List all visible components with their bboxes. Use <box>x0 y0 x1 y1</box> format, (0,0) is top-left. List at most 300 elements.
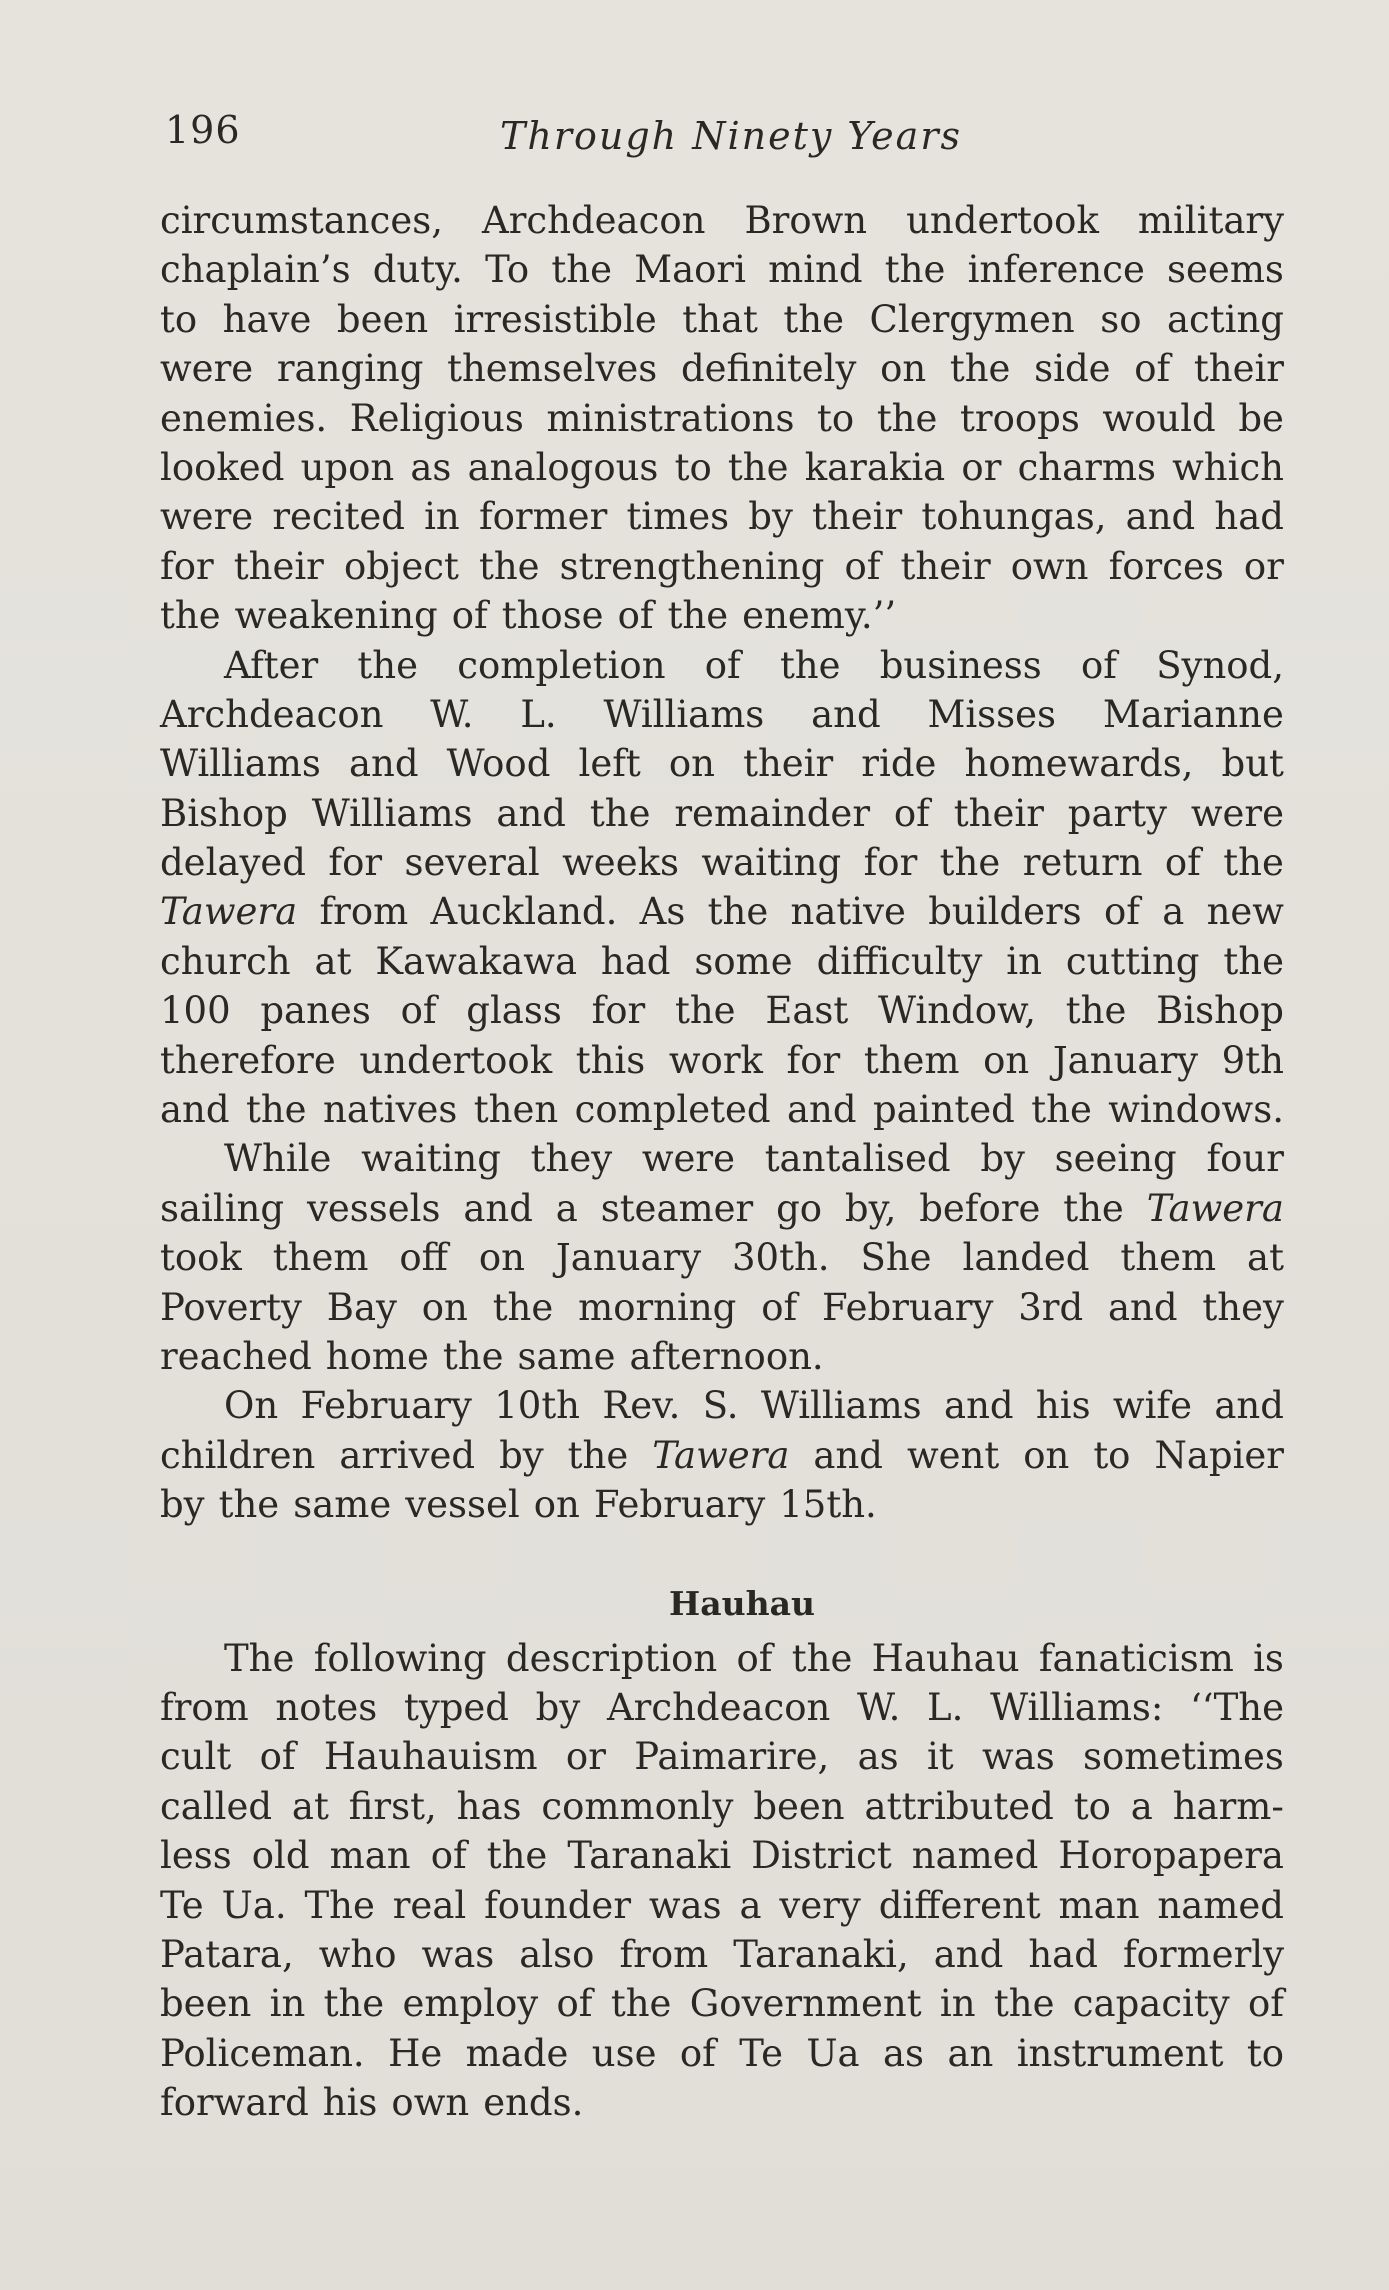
section-spacer <box>160 1530 1284 1574</box>
word: to <box>160 297 198 341</box>
word: of <box>761 1285 798 1329</box>
word: Religious <box>349 396 524 440</box>
word: employ <box>402 1982 539 2026</box>
word: for <box>863 841 918 885</box>
word: the <box>1223 939 1284 983</box>
running-title: Through Ninety Years <box>500 114 962 158</box>
word: their <box>900 544 991 588</box>
word: Williams <box>311 791 473 835</box>
word: formerly <box>1122 1932 1284 1976</box>
text-line <box>160 1683 1284 1732</box>
word: 3rd <box>1018 1285 1084 1329</box>
word: the <box>160 594 221 638</box>
word: looked <box>160 445 285 489</box>
word: native <box>790 890 906 934</box>
word: To <box>485 248 530 292</box>
word: W. <box>857 1685 901 1729</box>
word: reached <box>160 1334 312 1378</box>
word: home <box>325 1334 429 1378</box>
word: irresistible <box>453 297 657 341</box>
word: of <box>1081 643 1117 687</box>
word: Marianne <box>1102 692 1284 736</box>
word: L. <box>520 692 557 736</box>
text-line <box>160 1732 1284 1781</box>
word: have <box>222 297 312 341</box>
word: which <box>1172 445 1284 489</box>
word: at <box>314 939 352 983</box>
word: 15th. <box>779 1483 877 1527</box>
word: windows. <box>1108 1088 1284 1132</box>
text-line <box>160 1283 1284 1332</box>
word: his <box>1035 1384 1091 1428</box>
word: Window, <box>878 989 1037 1033</box>
word: the <box>492 1285 554 1329</box>
text-line <box>160 2029 1284 2078</box>
word: seems <box>1167 248 1284 292</box>
word: Policeman. <box>160 2031 365 2075</box>
word: glass <box>466 989 562 1033</box>
word: off <box>399 1236 448 1280</box>
word: Archdeacon <box>160 692 384 736</box>
word: first, <box>348 1784 437 1828</box>
word: for <box>591 989 646 1033</box>
word: the <box>1063 1186 1124 1230</box>
word: Williams <box>760 1384 922 1428</box>
word: steamer <box>600 1186 754 1230</box>
paragraph-hauhau <box>160 1634 1284 2128</box>
word: recited <box>272 495 405 539</box>
word: Government <box>689 1982 922 2026</box>
word: from <box>160 1685 249 1729</box>
word: real <box>392 1883 467 1927</box>
word: return <box>1022 841 1143 885</box>
word: had <box>1214 495 1284 539</box>
word: of <box>1247 1982 1284 2026</box>
word: of <box>1134 347 1171 391</box>
word: circumstances, <box>160 199 443 242</box>
word: side <box>1034 347 1111 391</box>
word: Te <box>739 2031 783 2075</box>
word: Wood <box>446 742 551 786</box>
word: their <box>812 495 903 539</box>
word: inference <box>967 248 1145 292</box>
word: on <box>421 1285 468 1329</box>
word: Synod, <box>1156 643 1284 687</box>
word: harm- <box>1172 1784 1284 1828</box>
word: been <box>160 1982 252 2026</box>
word: in <box>939 1982 976 2026</box>
word: who <box>318 1932 397 1976</box>
word: to <box>674 445 712 489</box>
word: were <box>641 1137 735 1181</box>
word: was <box>421 1932 495 1976</box>
word: 9th <box>1221 1038 1284 1082</box>
word: business <box>879 643 1042 687</box>
word: vessel <box>405 1483 520 1527</box>
word: vessels <box>306 1186 441 1230</box>
word: Williams <box>160 742 321 786</box>
text-line <box>160 1381 1284 1430</box>
word: Paimarire, <box>634 1735 830 1779</box>
word: L. <box>927 1685 964 1729</box>
word: were <box>160 347 254 391</box>
word: natives <box>323 1088 458 1132</box>
word: was <box>648 1883 722 1927</box>
word: their <box>743 742 834 786</box>
word: own <box>1010 544 1089 588</box>
word: the <box>876 396 938 440</box>
text-line <box>160 1782 1284 1831</box>
word: they <box>1202 1285 1284 1329</box>
word: Rev. <box>602 1384 681 1428</box>
word: to <box>817 396 855 440</box>
word: As <box>639 890 686 934</box>
text-line <box>160 1233 1284 1282</box>
word: following <box>313 1636 487 1680</box>
word: on <box>668 742 715 786</box>
word: man <box>329 1834 411 1878</box>
word: or <box>565 1735 606 1779</box>
word: and <box>496 791 566 835</box>
word: sailing <box>160 1186 285 1230</box>
word: left <box>578 742 641 786</box>
word: the <box>707 890 769 934</box>
word: or <box>1243 544 1284 588</box>
word: ends. <box>483 2081 584 2125</box>
word: of <box>400 989 437 1033</box>
word: remainder <box>674 791 871 835</box>
word: were <box>160 495 254 539</box>
word: a <box>739 1883 762 1927</box>
word: the <box>1065 989 1127 1033</box>
word: East <box>765 989 849 1033</box>
word: in <box>424 495 460 539</box>
word: morning <box>578 1285 737 1329</box>
word: party <box>1067 791 1167 835</box>
word: a <box>555 1186 578 1230</box>
word: Clergymen <box>869 297 1075 341</box>
word: is <box>1253 1636 1284 1680</box>
word: very <box>779 1883 861 1927</box>
word: the <box>589 791 651 835</box>
word: object <box>343 544 459 588</box>
word: Taranaki <box>567 1834 732 1878</box>
word: difficulty <box>816 939 983 983</box>
paragraph-waiting <box>160 1134 1284 1381</box>
word: and <box>811 692 881 736</box>
word: Horopapera <box>1058 1834 1284 1878</box>
word: from <box>319 890 409 934</box>
word: those <box>501 594 604 638</box>
word: Archdeacon <box>606 1685 831 1729</box>
word: of <box>451 594 488 638</box>
word: as <box>410 445 452 489</box>
text-line <box>160 986 1284 1035</box>
word: the <box>674 989 736 1033</box>
ship-name-tawera: Tawera <box>160 890 298 934</box>
word: the <box>727 445 789 489</box>
word: Bay <box>326 1285 397 1329</box>
word: capacity <box>1072 1982 1230 2026</box>
word: the <box>323 1982 385 2026</box>
word: a <box>1130 1784 1153 1828</box>
word: Taranaki, <box>733 1932 909 1976</box>
word: February <box>593 1483 766 1527</box>
word: commonly <box>541 1784 734 1828</box>
word: January <box>1052 1038 1199 1082</box>
word: would <box>1102 396 1216 440</box>
word: of <box>736 1636 773 1680</box>
word: and <box>1214 1384 1284 1428</box>
word: of <box>844 544 881 588</box>
word: church <box>160 939 291 983</box>
word: notes <box>275 1685 378 1729</box>
ship-name-tawera: Tawera <box>652 1433 790 1477</box>
word: and <box>1107 1285 1178 1329</box>
word: same <box>293 1483 392 1527</box>
word: had <box>600 939 671 983</box>
word: military <box>1137 199 1284 242</box>
word: undertook <box>359 1038 553 1082</box>
word: that <box>682 297 758 341</box>
word: completed <box>574 1088 771 1132</box>
word: District <box>751 1834 892 1878</box>
text-line <box>160 1634 1284 1683</box>
word: the <box>567 1433 629 1477</box>
word: for <box>160 544 214 588</box>
word: February <box>300 1384 472 1428</box>
word: analogous <box>467 445 659 489</box>
text-line <box>160 1881 1284 1930</box>
word: landed <box>962 1236 1090 1280</box>
word: a <box>1162 890 1185 934</box>
word: the <box>1031 1088 1092 1132</box>
word: Maori <box>634 248 746 292</box>
word: them <box>863 1038 960 1082</box>
word: was <box>981 1735 1055 1779</box>
word: in <box>269 1982 306 2026</box>
word: cult <box>160 1735 232 1779</box>
word: Williams <box>603 692 765 736</box>
word: the <box>939 841 1001 885</box>
word: strengthening <box>559 544 825 588</box>
word: work <box>668 1038 763 1082</box>
word: the <box>791 1636 853 1680</box>
word: them <box>272 1236 369 1280</box>
text-line <box>160 1134 1284 1183</box>
text-line <box>160 739 1284 788</box>
word: of <box>430 1834 467 1878</box>
word: the <box>478 544 540 588</box>
word: the <box>218 1483 280 1527</box>
word: the <box>1223 841 1284 885</box>
word: chaplain’s <box>160 248 351 292</box>
text-line <box>160 295 1284 344</box>
word: for <box>786 1038 841 1082</box>
word: be <box>1238 396 1284 440</box>
word: at <box>291 1784 329 1828</box>
word: charms <box>1017 445 1156 489</box>
word: afternoon. <box>629 1334 824 1378</box>
word: tohungas, <box>921 495 1107 539</box>
word: the <box>783 297 845 341</box>
word: duty. <box>372 248 463 292</box>
text-line <box>160 838 1284 887</box>
word: the <box>442 1334 504 1378</box>
word: of <box>893 791 930 835</box>
word: their <box>1193 347 1284 391</box>
word: an <box>947 2031 994 2075</box>
word: but <box>1221 742 1284 786</box>
word: seeing <box>1054 1137 1177 1181</box>
word: went <box>906 1433 1000 1477</box>
word: by <box>535 1685 581 1729</box>
word: troops <box>960 396 1080 440</box>
word: of <box>556 1982 593 2026</box>
word: their <box>953 791 1044 835</box>
word: Bishop <box>160 791 288 835</box>
word: their <box>233 544 324 588</box>
text-line <box>160 937 1284 986</box>
word: and <box>933 1932 1004 1976</box>
word: builders <box>928 890 1082 934</box>
word: arrived <box>339 1433 476 1477</box>
word: ministrations <box>546 396 795 440</box>
word: definitely <box>680 347 857 391</box>
body-text <box>160 196 1284 2127</box>
word: the <box>884 248 946 292</box>
word: has <box>456 1784 522 1828</box>
word: undertook <box>906 199 1099 242</box>
word: of <box>1103 890 1140 934</box>
word: his <box>322 2081 378 2125</box>
word: by <box>499 1433 544 1477</box>
page-header <box>165 108 1285 168</box>
word: founder <box>484 1883 632 1927</box>
word: forward <box>160 2081 309 2125</box>
word: to <box>1093 1433 1131 1477</box>
word: karakia <box>804 445 946 489</box>
word: to <box>1246 2031 1284 2075</box>
word: of <box>617 594 654 638</box>
text-line <box>160 641 1284 690</box>
word: four <box>1206 1137 1284 1181</box>
word: homewards, <box>964 742 1194 786</box>
text-line <box>160 1036 1284 1085</box>
word: ‘‘The <box>1190 1685 1284 1729</box>
word: Poverty <box>160 1285 302 1329</box>
word: and <box>813 1433 883 1477</box>
word: Kawakawa <box>375 939 578 983</box>
word: by <box>748 495 793 539</box>
word: for <box>328 841 383 885</box>
word: Te <box>160 1883 204 1927</box>
word: 100 <box>160 989 231 1033</box>
word: weeks <box>562 841 679 885</box>
word: Patara, <box>160 1932 294 1976</box>
text-line <box>160 492 1284 541</box>
word: waiting <box>701 841 842 885</box>
word: times <box>626 495 730 539</box>
word: as <box>857 1735 899 1779</box>
text-line <box>160 443 1284 492</box>
word: the <box>357 643 419 687</box>
word: On <box>224 1384 279 1428</box>
word: and <box>787 1088 857 1132</box>
word: the <box>949 347 1011 391</box>
word: Ua. <box>221 1883 287 1927</box>
word: this <box>575 1038 646 1082</box>
text-line <box>160 344 1284 393</box>
word: old <box>251 1834 310 1878</box>
word: January <box>555 1236 702 1280</box>
word: the <box>993 1982 1055 2026</box>
text-line <box>160 196 1284 245</box>
word: cutting <box>1065 939 1200 983</box>
text-line <box>160 1332 1284 1381</box>
word: painted <box>872 1088 1015 1132</box>
word: same <box>517 1334 616 1378</box>
word: been <box>336 297 429 341</box>
word: While <box>224 1137 332 1181</box>
word: before <box>919 1186 1041 1230</box>
word: made <box>465 2031 569 2075</box>
word: the <box>486 1834 548 1878</box>
word: they <box>530 1137 613 1181</box>
word: therefore <box>160 1038 336 1082</box>
word: Hauhau <box>871 1636 1020 1680</box>
word: of <box>259 1735 296 1779</box>
word: She <box>860 1236 932 1280</box>
word: and <box>944 1384 1014 1428</box>
word: The <box>304 1883 375 1927</box>
word: and <box>1125 495 1196 539</box>
word: Brown <box>744 199 868 242</box>
word: own <box>391 2081 470 2125</box>
word: W. <box>430 692 474 736</box>
text-line <box>160 789 1284 838</box>
text-line <box>160 542 1284 591</box>
word: the <box>610 1982 672 2026</box>
word: February <box>822 1285 994 1329</box>
word: Bishop <box>1156 989 1284 1033</box>
word: then <box>473 1088 559 1132</box>
word: forces <box>1108 544 1224 588</box>
word: on <box>533 1483 580 1527</box>
word: description <box>505 1636 718 1680</box>
text-line <box>160 1085 1284 1134</box>
word: completion <box>457 643 666 687</box>
word: it <box>926 1735 954 1779</box>
word: Auckland. <box>430 890 618 934</box>
word: to <box>1073 1784 1111 1828</box>
word: children <box>160 1433 316 1477</box>
word: tantalised <box>764 1137 951 1181</box>
word: Ua <box>806 2031 860 2075</box>
paragraph-synod <box>160 641 1284 1135</box>
word: took <box>160 1236 242 1280</box>
text-line <box>160 1184 1284 1233</box>
word: named <box>911 1834 1039 1878</box>
word: enemies. <box>160 396 328 440</box>
word: on <box>1023 1433 1070 1477</box>
word: the <box>667 594 729 638</box>
word: less <box>160 1834 232 1878</box>
text-line <box>160 394 1284 443</box>
word: several <box>404 841 540 885</box>
word: the <box>779 643 841 687</box>
word: wife <box>1112 1384 1193 1428</box>
